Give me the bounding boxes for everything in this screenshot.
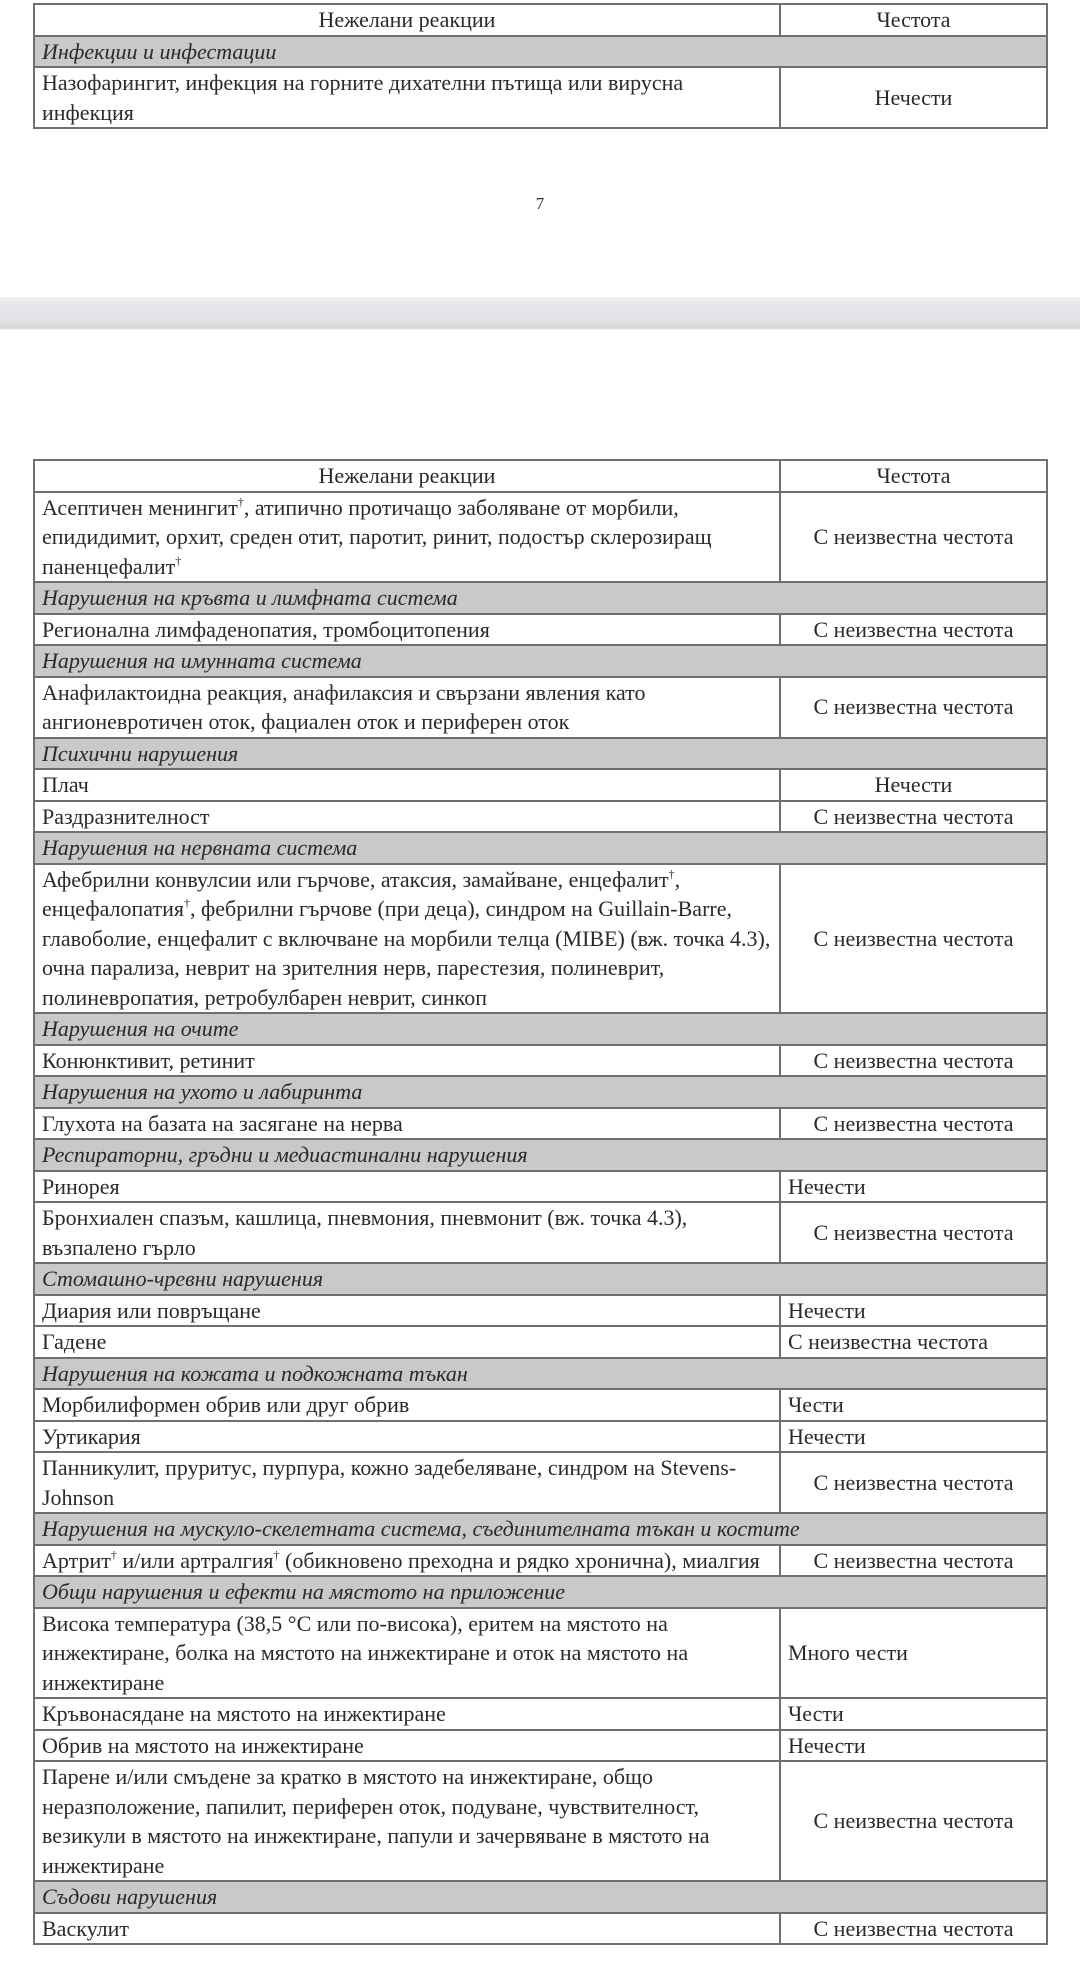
frequency-cell: Нечести bbox=[780, 1295, 1047, 1327]
reaction-cell: Васкулит bbox=[34, 1913, 780, 1945]
frequency-cell: С неизвестна честота bbox=[780, 677, 1047, 738]
adverse-reactions-table bbox=[33, 459, 1048, 1945]
table-row bbox=[34, 1202, 1047, 1263]
section-row bbox=[34, 582, 1047, 614]
section-label: Нарушения на кожата и подкожната тъкан bbox=[34, 1358, 1047, 1390]
header-frequency: Честота bbox=[780, 4, 1047, 36]
frequency-cell: С неизвестна честота bbox=[780, 1761, 1047, 1881]
table-row bbox=[34, 1389, 1047, 1421]
reaction-cell: Обрив на мястото на инжектиране bbox=[34, 1730, 780, 1762]
table-row bbox=[34, 67, 1047, 128]
table-row bbox=[34, 1108, 1047, 1140]
section-row bbox=[34, 1358, 1047, 1390]
section-label: Общи нарушения и ефекти на мястото на приложение bbox=[34, 1576, 1047, 1608]
table-row bbox=[34, 1421, 1047, 1453]
frequency-cell: Нечести bbox=[780, 1730, 1047, 1762]
adverse-reactions-table-continued bbox=[33, 3, 1048, 129]
document-page-7 bbox=[0, 0, 1080, 297]
reaction-cell: Анафилактоидна реакция, анафилаксия и свързани явления като ангионевротичен оток, фациален оток и периферен оток bbox=[34, 677, 780, 738]
section-label: Нарушения на нервната система bbox=[34, 832, 1047, 864]
header-frequency: Честота bbox=[780, 460, 1047, 492]
section-row bbox=[34, 1576, 1047, 1608]
frequency-cell: С неизвестна честота bbox=[780, 1108, 1047, 1140]
section-label: Психични нарушения bbox=[34, 738, 1047, 770]
frequency-cell: С неизвестна честота bbox=[780, 492, 1047, 583]
section-label: Нарушения на имунната система bbox=[34, 645, 1047, 677]
section-label: Инфекции и инфестации bbox=[34, 36, 1047, 68]
frequency-cell: Чести bbox=[780, 1389, 1047, 1421]
dagger-footnote-marker: † bbox=[184, 896, 191, 910]
frequency-cell: Много чести bbox=[780, 1608, 1047, 1699]
section-row bbox=[34, 1013, 1047, 1045]
reaction-cell: Регионална лимфаденопатия, тромбоцитопения bbox=[34, 614, 780, 646]
dagger-footnote-marker: † bbox=[237, 494, 244, 509]
reaction-cell: Парене и/или смъдене за кратко в мястото на инжектиране, общо неразположение, папилит, периферен оток, подуване, чувствителност, везикули в мястото на инжектиране, папули и зачервяване в мястото на инжектиране bbox=[34, 1761, 780, 1881]
section-label: Нарушения на кръвта и лимфната система bbox=[34, 582, 1047, 614]
table-row bbox=[34, 1171, 1047, 1203]
header-reactions: Нежелани реакции bbox=[34, 460, 780, 492]
frequency-cell: С неизвестна честота bbox=[780, 1913, 1047, 1945]
reaction-cell: Висока температура (38,5 °C или по-висока), еритем на мястото на инжектиране, болка на мястото на инжектиране и оток на мястото на инжектиране bbox=[34, 1608, 780, 1699]
section-label: Нарушения на мускуло-скелетната система, съединителната тъкан и костите bbox=[34, 1513, 1047, 1545]
frequency-cell: С неизвестна честота bbox=[780, 801, 1047, 833]
dagger-footnote-marker: † bbox=[273, 1547, 280, 1562]
table-row bbox=[34, 492, 1047, 583]
section-label: Съдови нарушения bbox=[34, 1881, 1047, 1913]
reaction-cell: Раздразнителност bbox=[34, 801, 780, 833]
section-row bbox=[34, 1139, 1047, 1171]
page-number: 7 bbox=[535, 194, 545, 213]
table-row bbox=[34, 1608, 1047, 1699]
section-row bbox=[34, 1263, 1047, 1295]
section-row bbox=[34, 1881, 1047, 1913]
frequency-cell: С неизвестна честота bbox=[780, 1545, 1047, 1577]
reaction-cell: Плач bbox=[34, 769, 780, 801]
reaction-cell: Диария или повръщане bbox=[34, 1295, 780, 1327]
table-row bbox=[34, 1730, 1047, 1762]
section-label: Нарушения на очите bbox=[34, 1013, 1047, 1045]
header-reactions: Нежелани реакции bbox=[34, 4, 780, 36]
section-row bbox=[34, 36, 1047, 68]
table-row bbox=[34, 1295, 1047, 1327]
table-row bbox=[34, 1698, 1047, 1730]
document-page-8 bbox=[0, 330, 1080, 1973]
section-row bbox=[34, 645, 1047, 677]
reaction-cell: Назофарингит, инфекция на горните дихателни пътища или вирусна инфекция bbox=[34, 67, 780, 128]
table-row bbox=[34, 1545, 1047, 1577]
page-break-separator bbox=[0, 297, 1080, 330]
frequency-cell: С неизвестна честота bbox=[780, 864, 1047, 1014]
table-row bbox=[34, 1045, 1047, 1077]
reaction-cell: Гадене bbox=[34, 1326, 780, 1358]
table-row bbox=[34, 1761, 1047, 1881]
frequency-cell: С неизвестна честота bbox=[780, 1326, 1047, 1358]
reaction-cell: Уртикария bbox=[34, 1421, 780, 1453]
section-label: Нарушения на ухото и лабиринта bbox=[34, 1076, 1047, 1108]
section-label: Респираторни, гръдни и медиастинални нарушения bbox=[34, 1139, 1047, 1171]
reaction-cell: Артрит† и/или артралгия† (обикновено преходна и рядко хронична), миалгия bbox=[34, 1545, 780, 1577]
reaction-cell: Бронхиален спазъм, кашлица, пневмония, пневмонит (вж. точка 4.3), възпалено гърло bbox=[34, 1202, 780, 1263]
table-row bbox=[34, 614, 1047, 646]
table-row bbox=[34, 677, 1047, 738]
reaction-cell: Глухота на базата на засягане на нерва bbox=[34, 1108, 780, 1140]
frequency-cell: С неизвестна честота bbox=[780, 1045, 1047, 1077]
reaction-cell: Панникулит, пруритус, пурпура, кожно задебеляване, синдром на Stevens-Johnson bbox=[34, 1452, 780, 1513]
dagger-footnote-marker: † bbox=[668, 866, 675, 881]
frequency-cell: С неизвестна честота bbox=[780, 1202, 1047, 1263]
table-row bbox=[34, 1913, 1047, 1945]
dagger-footnote-marker: † bbox=[110, 1547, 117, 1562]
reaction-cell: Конюнктивит, ретинит bbox=[34, 1045, 780, 1077]
frequency-cell: Нечести bbox=[780, 1421, 1047, 1453]
table-row bbox=[34, 801, 1047, 833]
reaction-cell: Морбилиформен обрив или друг обрив bbox=[34, 1389, 780, 1421]
frequency-cell: Чести bbox=[780, 1698, 1047, 1730]
table-header-row bbox=[34, 4, 1047, 36]
reaction-cell: Ринорея bbox=[34, 1171, 780, 1203]
table-row bbox=[34, 1326, 1047, 1358]
table-row bbox=[34, 769, 1047, 801]
reaction-cell: Асептичен менингит†, атипично протичащо заболяване от морбили, епидидимит, орхит, среден отит, паротит, ринит, подостър склерозиращ паненцефалит† bbox=[34, 492, 780, 583]
section-row bbox=[34, 738, 1047, 770]
section-row bbox=[34, 832, 1047, 864]
frequency-cell: Нечести bbox=[780, 769, 1047, 801]
section-label: Стомашно-чревни нарушения bbox=[34, 1263, 1047, 1295]
reaction-cell: Афебрилни конвулсии или гърчове, атаксия, замайване, енцефалит†, енцефалопатия†, фебрилни гърчове (при деца), синдром на Guillain-Barre, главоболие, енцефалит с включване на морбили телца (MIBE) (вж. точка 4.3), очна парализа, неврит на зрителния нерв, парестезия, полиневрит, полиневропатия, ретробулбарен неврит, синкоп bbox=[34, 864, 780, 1014]
frequency-cell: Нечести bbox=[780, 67, 1047, 128]
section-row bbox=[34, 1076, 1047, 1108]
table-header-row bbox=[34, 460, 1047, 492]
reaction-cell: Кръвонасядане на мястото на инжектиране bbox=[34, 1698, 780, 1730]
adverse-reactions-body bbox=[34, 492, 1047, 1945]
frequency-cell: С неизвестна честота bbox=[780, 614, 1047, 646]
table-row bbox=[34, 1452, 1047, 1513]
frequency-cell: Нечести bbox=[780, 1171, 1047, 1203]
table-row bbox=[34, 864, 1047, 1014]
frequency-cell: С неизвестна честота bbox=[780, 1452, 1047, 1513]
dagger-footnote-marker: † bbox=[175, 553, 182, 568]
section-row bbox=[34, 1513, 1047, 1545]
